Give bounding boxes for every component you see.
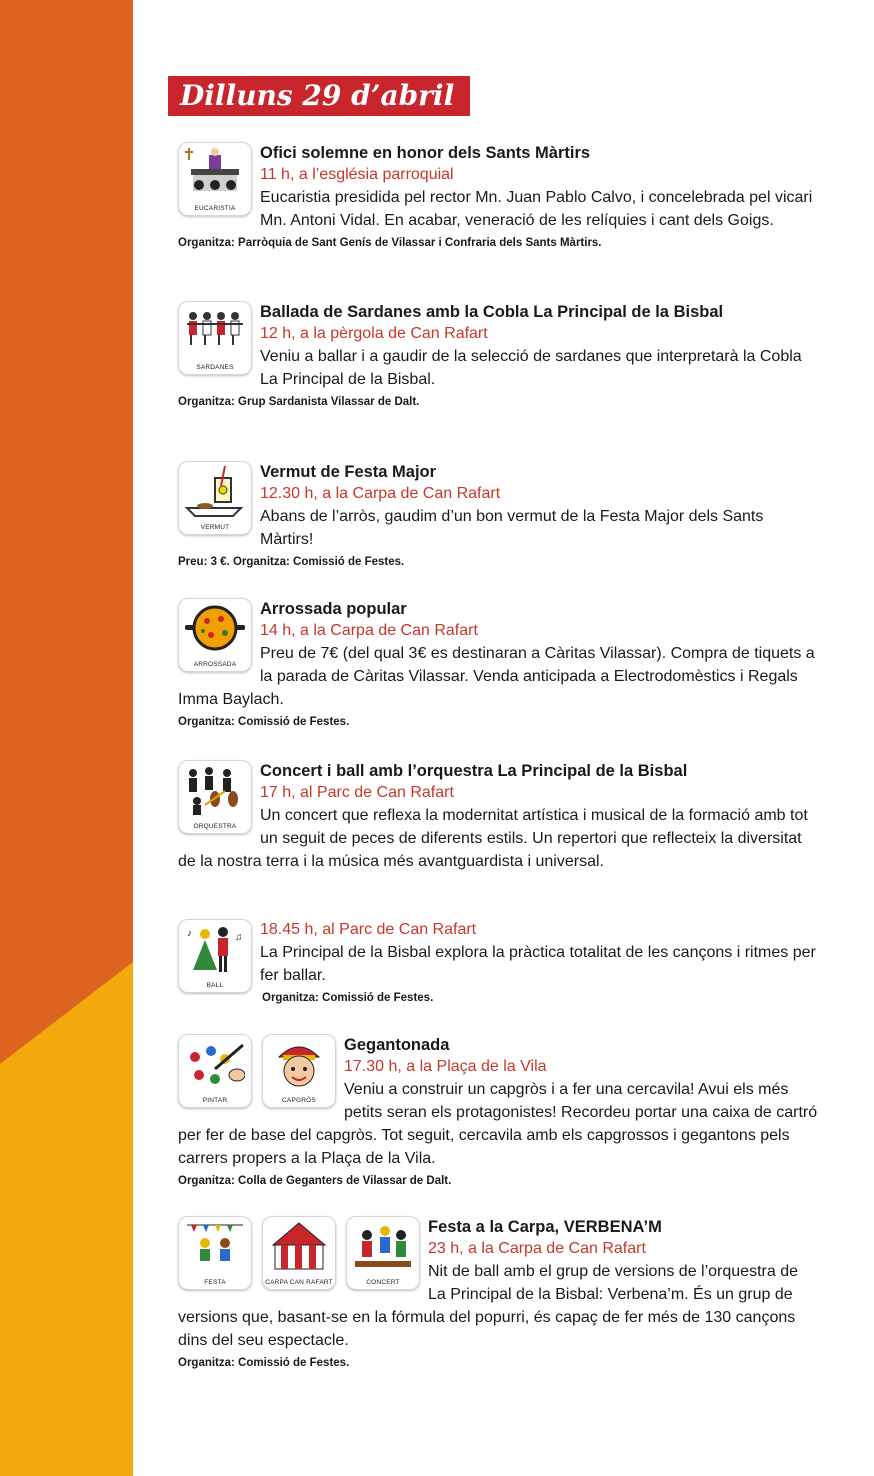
- paint-brush-icon: [178, 1034, 252, 1108]
- day-title: Dilluns 29 d’abril: [168, 76, 470, 116]
- event-time-place: 17.30 h, a la Plaça de la Vila: [344, 1058, 547, 1075]
- event-organizer: Organitza: Parròquia de Sant Genís de Vilassar i Confraria dels Sants Màrtirs.: [178, 237, 602, 249]
- picto-caption: FESTA: [204, 1279, 226, 1286]
- event-concert: [178, 760, 818, 873]
- event-organizer: Organitza: Comissió de Festes.: [178, 1357, 350, 1369]
- picto-caption: ORQUESTRA: [193, 823, 237, 830]
- event-vermut: [178, 461, 818, 570]
- event-title: Ballada de Sardanes amb la Cobla La Principal de la Bisbal: [260, 303, 724, 321]
- event-title: Arrossada popular: [260, 600, 407, 618]
- picto-caption: ARROSSADA: [193, 661, 237, 668]
- svg-text:♫: ♫: [235, 932, 243, 943]
- event-description: Preu de 7€ (del qual 3€ es destinaran a Càritas Vilassar). Compra de tiquets a la parada de Càritas Vilassar. Venda anticipada a Electrodomèstics i Regals Imma Baylach.: [178, 645, 815, 708]
- picto-caption: EUCARISTIA: [194, 205, 236, 212]
- event-organizer: Preu: 3 €. Organitza: Comissió de Festes.: [178, 556, 405, 568]
- event-title: Vermut de Festa Major: [260, 463, 437, 481]
- event-title: Festa a la Carpa, VERBENA’M: [428, 1218, 662, 1236]
- event-organizer: Organitza: Comissió de Festes.: [262, 992, 434, 1004]
- svg-text:♪: ♪: [187, 928, 192, 939]
- event-description: Nit de ball amb el grup de versions de l’orquestra de La Principal de la Bisbal: Verbena’m. És un grup de versions que, basant-se en la fórmula del popurri, és capaç de fer més de 130 cançons dins del seu espectacle.: [178, 1263, 798, 1349]
- picto-caption: SARDANES: [196, 364, 234, 371]
- picto-caption: CARPA CAN RAFART: [265, 1279, 333, 1286]
- event-time-place: 23 h, a la Carpa de Can Rafart: [428, 1240, 646, 1257]
- event-time-place: 17 h, al Parc de Can Rafart: [260, 784, 454, 801]
- concert-icon: [346, 1216, 420, 1290]
- event-ball: [178, 919, 818, 1006]
- event-time-place: 11 h, a l’església parroquial: [260, 166, 454, 183]
- decorative-sidebar: [0, 0, 133, 1476]
- event-description: Veniu a ballar i a gaudir de la selecció de sardanes que interpretarà la Cobla La Principal de la Bisbal.: [260, 348, 802, 388]
- event-sardanes: [178, 301, 818, 410]
- picto-caption: BALL: [206, 982, 224, 989]
- picto-caption: VERMUT: [200, 524, 230, 531]
- circus-tent-icon: [262, 1216, 336, 1290]
- event-time-place: 14 h, a la Carpa de Can Rafart: [260, 622, 478, 639]
- event-description: Eucaristia presidida pel rector Mn. Juan Pablo Calvo, i concelebrada pel vicari Mn. Antoni Vidal. En acabar, veneració de les relíquies i cant dels Goigs.: [260, 189, 813, 229]
- vermouth-icon: [178, 461, 252, 535]
- event-time-place: 18.45 h, al Parc de Can Rafart: [260, 921, 477, 938]
- event-description: Un concert que reflexa la modernitat artística i musical de la formació amb tot un seguit de peces de diferents estils. Un repertori que reflecteix la diversitat de la nostra terra i la música més avantguardista i universal.: [178, 807, 808, 870]
- event-title: Concert i ball amb l’orquestra La Principal de la Bisbal: [260, 762, 688, 780]
- event-arrossada: [178, 598, 818, 730]
- dancing-couple-icon: [178, 919, 252, 993]
- event-description: Abans de l’arròs, gaudim d’un bon vermut de la Festa Major dels Sants Màrtirs!: [260, 508, 764, 548]
- orchestra-icon: [178, 760, 252, 834]
- event-organizer: Organitza: Comissió de Festes.: [178, 716, 350, 728]
- event-title: Ofici solemne en honor dels Sants Màrtirs: [260, 144, 591, 162]
- sardana-dancers-icon: [178, 301, 252, 375]
- bighead-figure-icon: [262, 1034, 336, 1108]
- event-time-place: 12.30 h, a la Carpa de Can Rafart: [260, 485, 501, 502]
- event-verbena: [178, 1216, 818, 1371]
- event-organizer: Organitza: Grup Sardanista Vilassar de Dalt.: [178, 396, 420, 408]
- event-gegantonada: [178, 1034, 818, 1189]
- paella-icon: [178, 598, 252, 672]
- event-title: Gegantonada: [344, 1036, 450, 1054]
- event-description: La Principal de la Bisbal explora la pràctica totalitat de les cançons i ritmes per fer ballar.: [260, 944, 816, 984]
- eucharist-icon: [178, 142, 252, 216]
- event-organizer: Organitza: Colla de Geganters de Vilassar de Dalt.: [178, 1175, 452, 1187]
- picto-caption: CAPGRÒS: [282, 1097, 316, 1104]
- picto-caption: PINTAR: [202, 1097, 228, 1104]
- event-description: Veniu a construir un capgròs i a fer una cercavila! Avui els més petits seran els protagonistes! Recordeu portar una caixa de cartró per fer de base del capgròs. Tot seguit, cercavila amb els capgrossos i gegantons pels carrers propers a la Plaça de la Vila.: [178, 1081, 818, 1167]
- picto-caption: CONCERT: [366, 1279, 400, 1286]
- party-kids-icon: [178, 1216, 252, 1290]
- event-ofici: [178, 142, 818, 251]
- event-time-place: 12 h, a la pèrgola de Can Rafart: [260, 325, 488, 342]
